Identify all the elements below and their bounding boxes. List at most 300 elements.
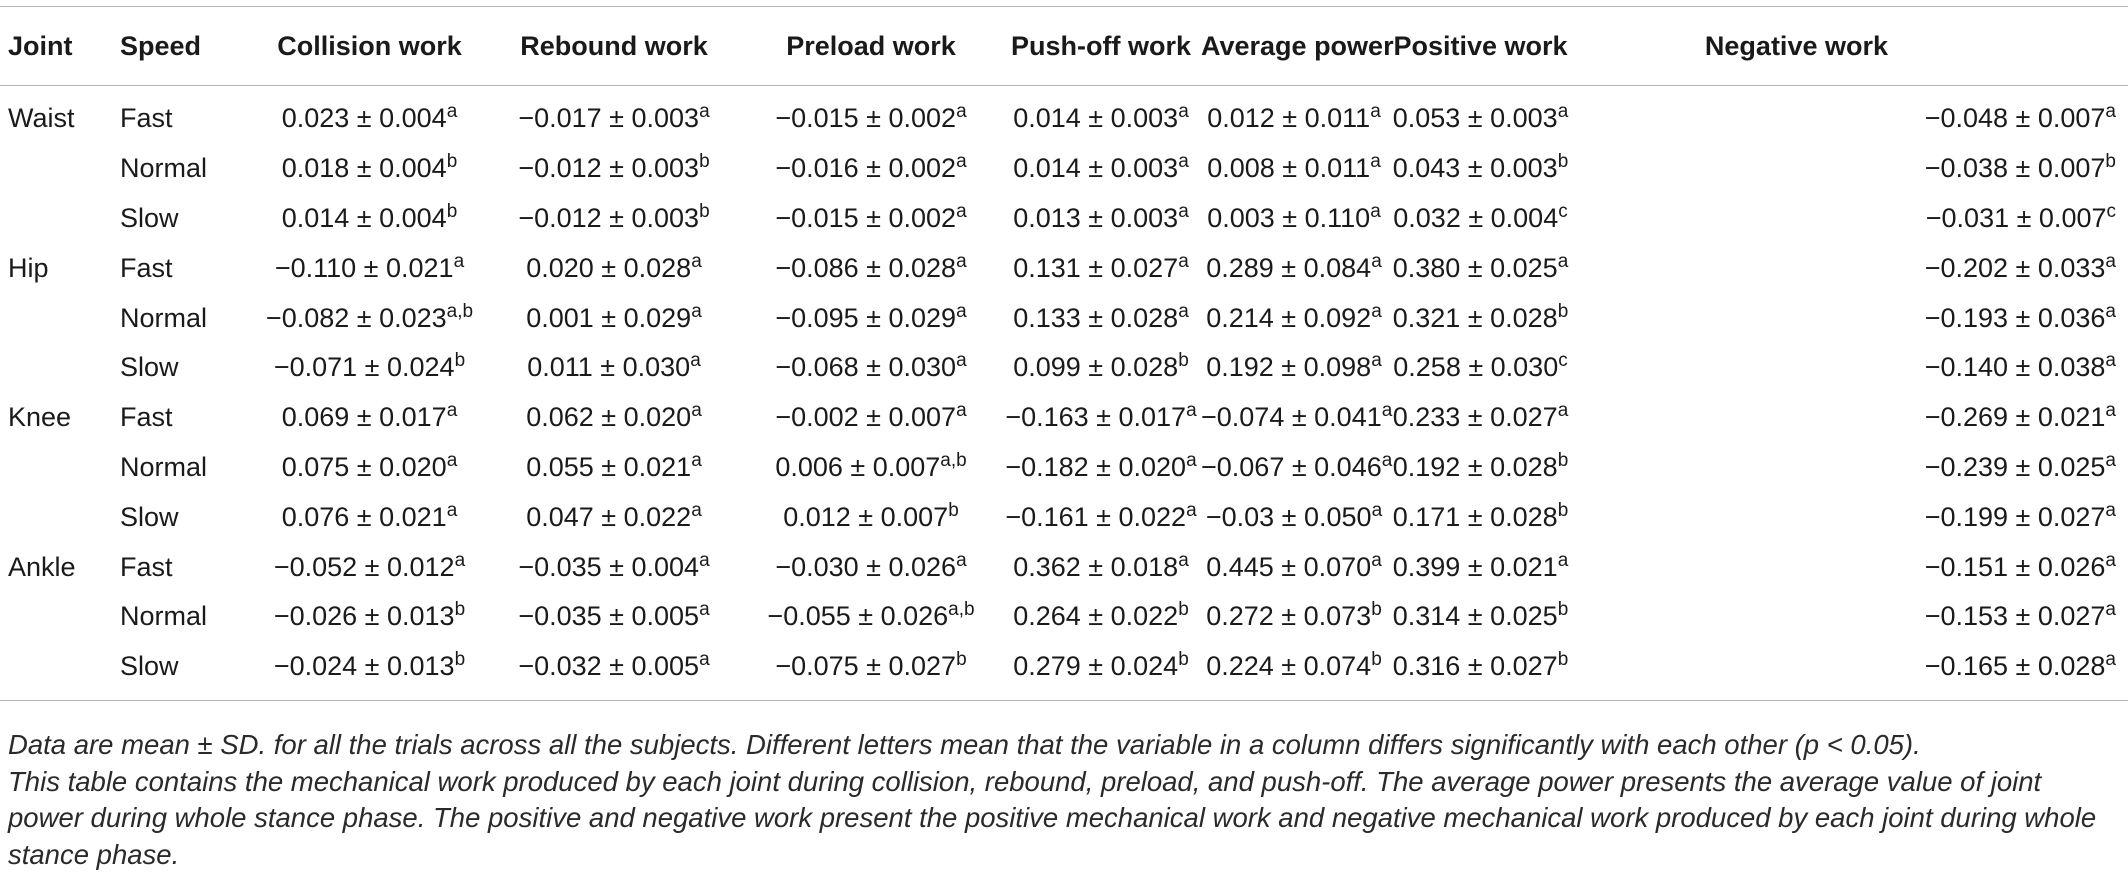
significance-letter: b	[699, 200, 710, 222]
significance-letter: a	[2105, 101, 2116, 123]
significance-letter: a	[2105, 649, 2116, 671]
header-rebound-work: Rebound work	[487, 7, 741, 86]
significance-letter: a	[956, 151, 967, 173]
value-cell	[487, 592, 741, 642]
table-row	[0, 443, 2128, 493]
value-cell	[252, 393, 487, 443]
value-cell	[1201, 443, 1393, 493]
value-text: −0.038 ± 0.007	[1924, 153, 2106, 184]
table-row	[0, 393, 2128, 443]
value-text: −0.082 ± 0.023	[265, 302, 447, 333]
significance-letter: a	[446, 449, 458, 471]
significance-letter: b	[1557, 649, 1569, 671]
value-text: −0.031 ± 0.007	[1925, 202, 2107, 233]
significance-letter: c	[1558, 200, 1568, 222]
joint-cell	[0, 492, 112, 542]
significance-letter: b	[1178, 649, 1189, 671]
significance-letter: a	[1370, 200, 1381, 222]
value-cell	[1574, 293, 2128, 343]
table-row	[0, 86, 2128, 144]
value-cell	[1387, 393, 1574, 443]
value-cell	[741, 144, 1001, 194]
significance-letter: a	[699, 649, 710, 671]
significance-letter: a	[1370, 151, 1381, 173]
value-cell	[487, 542, 741, 592]
value-text: −0.055 ± 0.026	[767, 601, 949, 632]
value-text: 0.171 ± 0.028	[1392, 501, 1558, 532]
joint-cell	[0, 443, 112, 493]
value-cell	[1574, 243, 2128, 293]
significance-letter: b	[1557, 499, 1569, 521]
significance-letter: b	[454, 599, 466, 621]
significance-letter: a	[1371, 300, 1382, 322]
value-cell	[741, 343, 1001, 393]
footnote-description: This table contains the mechanical work produced by each joint during collision, rebound, preload, and push-off. The average power presents the average value of joint power during whole stance phase. The positive and negative work present the positive mechanical work and negative mechanical work produced by each joint during whole stance phase.	[8, 765, 2097, 870]
significance-letter: b	[948, 499, 959, 521]
value-text: −0.095 ± 0.029	[775, 302, 957, 333]
significance-letter: a	[454, 549, 466, 571]
value-text: 0.014 ± 0.003	[1013, 103, 1179, 134]
significance-letter: a	[2105, 449, 2116, 471]
value-text: 0.076 ± 0.021	[281, 501, 447, 532]
significance-letter: a	[956, 350, 967, 372]
value-cell	[1001, 592, 1201, 642]
value-text: 0.062 ± 0.020	[526, 402, 692, 433]
value-cell	[741, 592, 1001, 642]
value-text: −0.151 ± 0.026	[1924, 551, 2106, 582]
value-text: 0.362 ± 0.018	[1013, 551, 1179, 582]
header-positive-work: Positive work	[1387, 7, 1574, 86]
significance-letter: b	[1557, 599, 1569, 621]
value-text: −0.071 ± 0.024	[273, 352, 455, 383]
significance-letter: c	[1558, 350, 1568, 372]
significance-letter: c	[2106, 200, 2116, 222]
value-text: 0.023 ± 0.004	[281, 103, 447, 134]
value-cell	[741, 86, 1001, 144]
value-cell	[252, 642, 487, 700]
value-text: 0.014 ± 0.004	[281, 202, 447, 233]
value-cell	[741, 293, 1001, 343]
value-cell	[1201, 343, 1387, 393]
value-text: −0.161 ± 0.022	[1005, 501, 1187, 532]
value-cell	[1001, 194, 1201, 244]
value-cell	[1201, 144, 1387, 194]
significance-letter: a	[1178, 101, 1189, 123]
joint-cell	[0, 194, 112, 244]
value-text: 0.289 ± 0.084	[1206, 252, 1372, 283]
value-text: 0.233 ± 0.027	[1392, 402, 1558, 433]
significance-letter: a	[2105, 599, 2116, 621]
value-cell	[741, 393, 1001, 443]
significance-letter: b	[1178, 350, 1189, 372]
joint-cell: Knee	[8, 402, 72, 433]
value-text: 0.192 ± 0.028	[1392, 451, 1558, 482]
value-text: −0.165 ± 0.028	[1924, 651, 2106, 682]
significance-letter: b	[1178, 599, 1189, 621]
significance-letter: b	[446, 151, 458, 173]
value-text: 0.272 ± 0.073	[1206, 601, 1372, 632]
significance-letter: b	[1371, 599, 1382, 621]
value-text: −0.075 ± 0.027	[775, 651, 957, 682]
table-row	[0, 343, 2128, 393]
value-cell	[741, 542, 1001, 592]
value-text: −0.052 ± 0.012	[273, 551, 455, 582]
speed-cell: Fast	[120, 252, 173, 283]
value-cell	[252, 144, 487, 194]
value-text: −0.086 ± 0.028	[775, 252, 957, 283]
value-cell	[1001, 443, 1201, 493]
significance-letter: a	[446, 101, 458, 123]
value-cell	[252, 343, 487, 393]
value-text: 0.264 ± 0.022	[1013, 601, 1179, 632]
value-text: −0.035 ± 0.005	[518, 601, 700, 632]
value-text: 0.380 ± 0.025	[1392, 252, 1558, 283]
joint-cell	[0, 144, 112, 194]
table-row	[0, 642, 2128, 700]
value-cell	[1201, 492, 1387, 542]
value-cell	[487, 343, 741, 393]
value-cell	[252, 86, 487, 144]
value-cell	[487, 194, 741, 244]
value-text: 0.012 ± 0.011	[1207, 103, 1371, 134]
significance-letter: a	[956, 300, 967, 322]
value-cell	[1201, 194, 1387, 244]
speed-cell: Fast	[120, 103, 173, 134]
speed-cell: Normal	[120, 153, 208, 184]
significance-letter: a,b	[948, 599, 975, 621]
significance-letter: b	[454, 350, 466, 372]
significance-letter: a	[690, 350, 701, 372]
value-text: 0.321 ± 0.028	[1392, 302, 1558, 333]
value-cell	[1574, 86, 2128, 144]
value-text: 0.047 ± 0.022	[526, 501, 692, 532]
table-header	[0, 7, 2128, 86]
significance-letter: a	[2105, 350, 2116, 372]
significance-letter: a	[1178, 549, 1189, 571]
significance-letter: a	[1371, 250, 1382, 272]
value-cell	[252, 542, 487, 592]
value-text: 0.011 ± 0.030	[527, 352, 691, 383]
value-text: 0.133 ± 0.028	[1013, 302, 1179, 333]
table-row	[0, 144, 2128, 194]
value-cell	[741, 194, 1001, 244]
significance-letter: a	[1186, 499, 1197, 521]
significance-letter: a	[699, 549, 710, 571]
value-text: 0.014 ± 0.003	[1013, 153, 1179, 184]
value-cell	[1001, 343, 1201, 393]
header-collision-work: Collision work	[252, 7, 487, 86]
table-row	[0, 243, 2128, 293]
significance-letter: a	[2105, 549, 2116, 571]
value-cell	[1387, 492, 1574, 542]
significance-letter: a	[956, 400, 967, 422]
value-text: −0.153 ± 0.027	[1924, 601, 2106, 632]
value-cell	[487, 443, 741, 493]
value-text: 0.055 ± 0.021	[526, 451, 692, 482]
joint-cell	[0, 293, 112, 343]
value-cell	[1574, 343, 2128, 393]
significance-letter: a	[1178, 200, 1189, 222]
value-text: −0.030 ± 0.026	[775, 551, 957, 582]
significance-letter: b	[446, 200, 458, 222]
value-cell	[1201, 542, 1387, 592]
significance-letter: a,b	[446, 300, 474, 322]
value-text: 0.012 ± 0.007	[783, 501, 949, 532]
value-text: 0.258 ± 0.030	[1393, 352, 1559, 383]
value-cell	[1001, 393, 1201, 443]
significance-letter: a	[1371, 549, 1382, 571]
value-text: −0.012 ± 0.003	[518, 202, 700, 233]
value-text: 0.314 ± 0.025	[1392, 601, 1558, 632]
joint-cell	[0, 343, 112, 393]
value-text: 0.069 ± 0.017	[281, 402, 447, 433]
value-text: −0.024 ± 0.013	[273, 651, 455, 682]
value-text: −0.015 ± 0.002	[775, 202, 957, 233]
value-text: −0.026 ± 0.013	[273, 601, 455, 632]
value-text: −0.03 ± 0.050	[1205, 501, 1372, 532]
value-cell	[252, 243, 487, 293]
value-text: 0.018 ± 0.004	[281, 153, 447, 184]
value-text: 0.001 ± 0.029	[526, 302, 692, 333]
significance-letter: a	[2105, 250, 2116, 272]
value-text: 0.399 ± 0.021	[1392, 551, 1558, 582]
speed-cell: Fast	[120, 551, 173, 582]
significance-letter: b	[1557, 151, 1569, 173]
value-cell	[252, 443, 487, 493]
joint-cell	[0, 642, 112, 700]
footnote-statistics: Data are mean ± SD. for all the trials across all the subjects. Different letters mean that the variable in a column differs significantly with each other (p < 0.05).	[8, 729, 1921, 760]
value-text: −0.110 ± 0.021	[274, 252, 454, 283]
significance-letter: a	[1186, 449, 1197, 471]
joint-cell: Ankle	[8, 551, 76, 582]
value-text: −0.239 ± 0.025	[1924, 451, 2106, 482]
table-body	[0, 86, 2128, 701]
value-cell	[1001, 243, 1201, 293]
value-cell	[1201, 592, 1387, 642]
significance-letter: b	[2105, 151, 2116, 173]
value-cell	[487, 86, 741, 144]
joint-cell: Waist	[8, 103, 75, 134]
significance-letter: a	[1557, 549, 1569, 571]
value-cell	[1387, 293, 1574, 343]
value-text: 0.192 ± 0.098	[1206, 352, 1372, 383]
value-cell	[1387, 642, 1574, 700]
value-cell	[1001, 293, 1201, 343]
value-text: −0.032 ± 0.005	[518, 651, 700, 682]
significance-letter: a	[1381, 449, 1393, 471]
value-cell	[1574, 492, 2128, 542]
value-cell	[1201, 393, 1393, 443]
value-text: 0.020 ± 0.028	[526, 252, 692, 283]
mechanical-work-table	[0, 6, 2128, 701]
significance-letter: a	[1557, 400, 1569, 422]
value-text: 0.008 ± 0.011	[1207, 153, 1371, 184]
speed-cell: Slow	[120, 501, 179, 532]
speed-cell: Slow	[120, 352, 179, 383]
value-text: 0.032 ± 0.004	[1393, 202, 1559, 233]
significance-letter: a,b	[940, 449, 967, 471]
value-text: 0.099 ± 0.028	[1013, 352, 1179, 383]
value-text: −0.163 ± 0.017	[1005, 402, 1187, 433]
value-cell	[1001, 642, 1201, 700]
value-text: 0.013 ± 0.003	[1013, 202, 1179, 233]
value-text: 0.316 ± 0.027	[1392, 651, 1558, 682]
value-text: 0.075 ± 0.020	[281, 451, 447, 482]
value-cell	[1387, 443, 1574, 493]
significance-letter: b	[1371, 649, 1382, 671]
header-speed: Speed	[112, 7, 252, 86]
significance-letter: a	[691, 499, 702, 521]
value-text: 0.224 ± 0.074	[1206, 651, 1372, 682]
significance-letter: b	[956, 649, 967, 671]
table-row	[0, 293, 2128, 343]
value-cell	[1387, 542, 1574, 592]
significance-letter: a	[691, 300, 702, 322]
significance-letter: a	[446, 400, 458, 422]
value-cell	[1574, 443, 2128, 493]
significance-letter: a	[1557, 250, 1569, 272]
value-cell	[1387, 86, 1574, 144]
value-text: −0.048 ± 0.007	[1924, 103, 2106, 134]
significance-letter: a	[1178, 250, 1189, 272]
significance-letter: a	[1370, 101, 1381, 123]
value-cell	[487, 492, 741, 542]
significance-letter: a	[1557, 101, 1569, 123]
value-text: −0.017 ± 0.003	[518, 103, 700, 134]
value-text: −0.269 ± 0.021	[1924, 402, 2106, 433]
value-cell	[1574, 144, 2128, 194]
significance-letter: a	[956, 549, 967, 571]
significance-letter: a	[1186, 400, 1197, 422]
value-cell	[1574, 194, 2128, 244]
significance-letter: a	[956, 101, 967, 123]
value-cell	[1201, 86, 1387, 144]
significance-letter: a	[691, 250, 702, 272]
significance-letter: a	[691, 400, 702, 422]
significance-letter: a	[2105, 499, 2116, 521]
value-text: 0.214 ± 0.092	[1206, 302, 1372, 333]
value-cell	[1201, 243, 1387, 293]
value-cell	[487, 393, 741, 443]
joint-cell: Hip	[8, 252, 49, 283]
value-cell	[1001, 86, 1201, 144]
header-row	[0, 7, 2128, 86]
value-cell	[741, 243, 1001, 293]
value-cell	[1387, 194, 1574, 244]
significance-letter: a	[1381, 400, 1393, 422]
value-text: 0.003 ± 0.110	[1207, 202, 1371, 233]
value-cell	[1387, 343, 1574, 393]
value-text: −0.035 ± 0.004	[518, 551, 700, 582]
significance-letter: b	[699, 151, 710, 173]
value-text: 0.053 ± 0.003	[1392, 103, 1558, 134]
value-cell	[1001, 144, 1201, 194]
value-text: −0.068 ± 0.030	[775, 352, 957, 383]
table-row	[0, 592, 2128, 642]
significance-letter: a	[956, 200, 967, 222]
table-row	[0, 194, 2128, 244]
significance-letter: a	[2105, 400, 2116, 422]
significance-letter: a	[2105, 300, 2116, 322]
significance-letter: a	[1178, 300, 1189, 322]
significance-letter: a	[699, 101, 710, 123]
value-text: −0.016 ± 0.002	[775, 153, 957, 184]
value-cell	[1574, 542, 2128, 592]
significance-letter: a	[691, 449, 702, 471]
joint-cell	[0, 592, 112, 642]
value-text: −0.015 ± 0.002	[775, 103, 957, 134]
value-cell	[741, 492, 1001, 542]
value-cell	[741, 443, 1001, 493]
header-preload-work: Preload work	[741, 7, 1001, 86]
speed-cell: Slow	[120, 202, 179, 233]
value-text: −0.012 ± 0.003	[518, 153, 700, 184]
table-row	[0, 542, 2128, 592]
value-cell	[252, 194, 487, 244]
value-cell	[1001, 492, 1201, 542]
value-cell	[487, 293, 741, 343]
header-push-off-work: Push-off work	[1001, 7, 1201, 86]
value-cell	[252, 592, 487, 642]
value-text: −0.067 ± 0.046	[1201, 451, 1382, 482]
value-cell	[1574, 393, 2128, 443]
significance-letter: b	[1557, 300, 1569, 322]
header-average-power: Average power	[1201, 7, 1387, 86]
speed-cell: Slow	[112, 642, 252, 700]
value-text: 0.131 ± 0.027	[1013, 252, 1179, 283]
value-cell	[1201, 642, 1387, 700]
value-cell	[487, 642, 741, 700]
table-row	[0, 492, 2128, 542]
header-joint: Joint	[0, 7, 112, 86]
significance-letter: a	[1178, 151, 1189, 173]
speed-cell: Fast	[120, 402, 173, 433]
table-footnotes	[8, 727, 2118, 873]
value-text: −0.182 ± 0.020	[1005, 451, 1187, 482]
value-text: −0.193 ± 0.036	[1924, 302, 2106, 333]
value-cell	[487, 144, 741, 194]
value-cell	[1387, 144, 1574, 194]
header-negative-work: Negative work	[1574, 7, 2128, 86]
value-text: −0.199 ± 0.027	[1924, 501, 2106, 532]
significance-letter: b	[454, 649, 466, 671]
significance-letter: a	[1371, 350, 1382, 372]
value-text: −0.074 ± 0.041	[1201, 402, 1382, 433]
speed-cell: Normal	[120, 601, 208, 632]
value-cell	[1001, 542, 1201, 592]
value-text: 0.445 ± 0.070	[1206, 551, 1372, 582]
value-cell	[1387, 592, 1574, 642]
value-text: 0.043 ± 0.003	[1392, 153, 1558, 184]
speed-cell: Normal	[120, 302, 208, 333]
value-cell	[1387, 243, 1574, 293]
value-text: 0.279 ± 0.024	[1013, 651, 1179, 682]
value-cell	[252, 492, 487, 542]
significance-letter: a	[699, 599, 710, 621]
significance-letter: a	[1371, 499, 1383, 521]
value-cell	[487, 243, 741, 293]
value-cell	[252, 293, 487, 343]
value-cell	[741, 642, 1001, 700]
value-cell	[1201, 293, 1387, 343]
value-text: −0.202 ± 0.033	[1924, 252, 2106, 283]
significance-letter: a	[446, 499, 458, 521]
speed-cell: Normal	[120, 451, 208, 482]
significance-letter: b	[1557, 449, 1569, 471]
value-text: −0.002 ± 0.007	[775, 402, 957, 433]
significance-letter: a	[956, 250, 967, 272]
value-cell	[1574, 592, 2128, 642]
